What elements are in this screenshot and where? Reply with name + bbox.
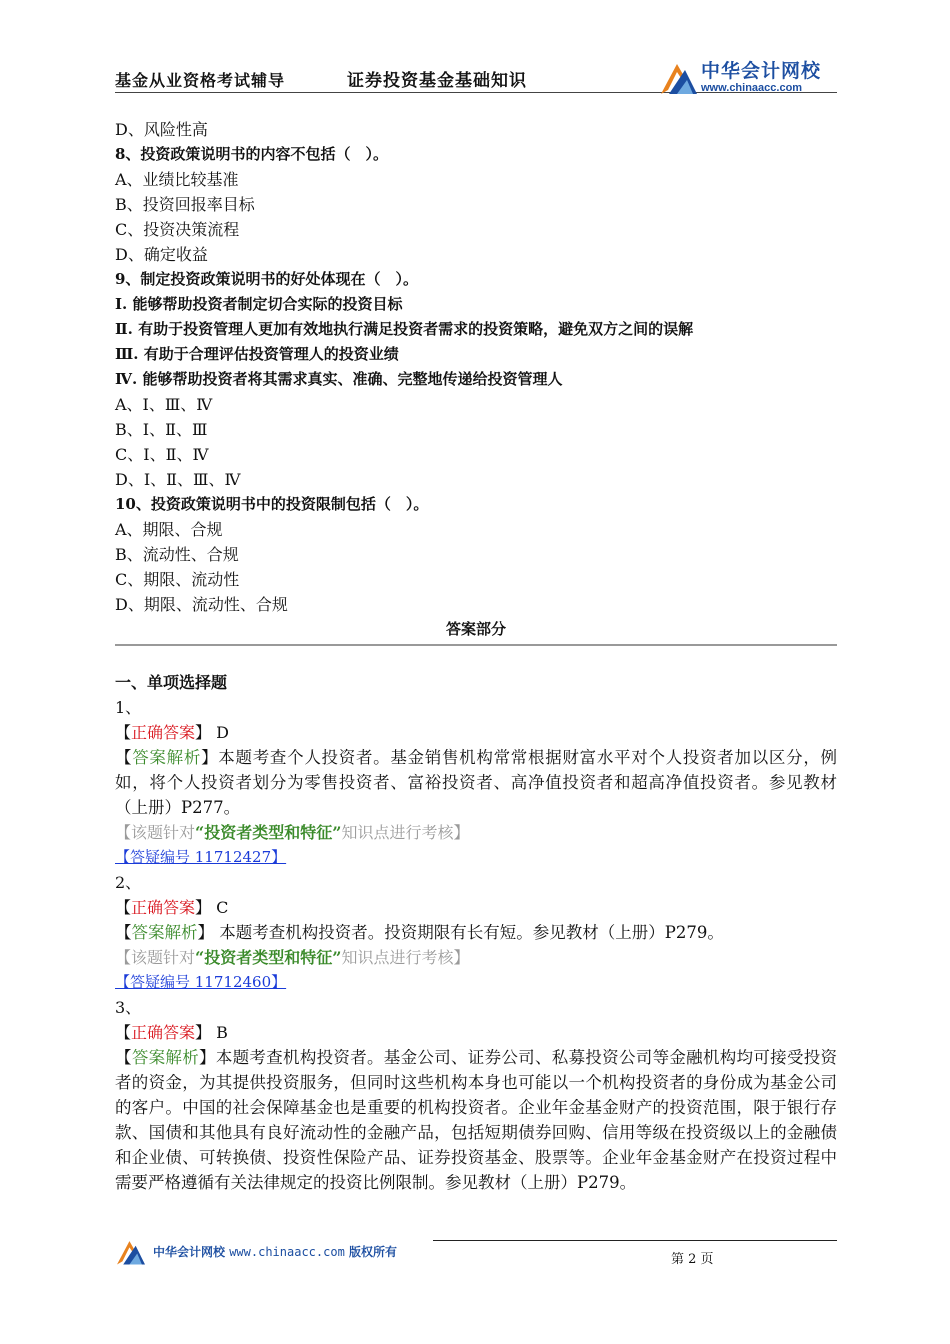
- footer-logo-icon: [115, 1238, 147, 1266]
- qa-id-link[interactable]: 【答疑编号 11712460】: [115, 973, 287, 991]
- answer-option: D、风险性高: [115, 120, 208, 139]
- answer-option: A、Ⅰ、Ⅲ、Ⅳ: [115, 395, 213, 414]
- answer-option: B、流动性、合规: [115, 545, 239, 564]
- answer-block-2: [115, 870, 837, 995]
- bracket: 【: [115, 1048, 132, 1067]
- quote: “: [195, 823, 205, 842]
- exam-guide-title: 基金从业资格考试辅导: [115, 71, 286, 90]
- question-stem-line: Ⅳ. 能够帮助投资者将其需求真实、准确、完整地传递给投资管理人: [115, 370, 563, 388]
- bracket: 】: [197, 923, 214, 942]
- analysis-paragraph: [115, 1045, 837, 1195]
- question-list: [115, 117, 837, 617]
- bracket: 【: [115, 923, 132, 942]
- quote: “: [195, 948, 205, 967]
- correct-answer-value: B: [216, 1023, 228, 1042]
- question-stem-line: Ⅱ. 有助于投资管理人更加有效地执行满足投资者需求的投资策略，避免双方之间的误解: [115, 320, 694, 338]
- page-header: [115, 52, 837, 102]
- analysis-paragraph: [115, 920, 837, 945]
- bracket: 】: [195, 898, 212, 917]
- note-suffix: 知识点进行考核】: [341, 823, 470, 842]
- footer-brand-line: [153, 1243, 397, 1260]
- answer-option: C、期限、流动性: [115, 570, 240, 589]
- answer-number: 1、: [115, 698, 142, 717]
- knowledge-point: 投资者类型和特征: [204, 948, 333, 967]
- bracket: 】: [195, 1023, 212, 1042]
- qa-id-link[interactable]: 【答疑编号 11712427】: [115, 848, 287, 866]
- knowledge-point-note: [115, 945, 837, 970]
- correct-answer-label: 正确答案: [131, 1023, 196, 1042]
- answer-option: A、期限、合规: [115, 520, 223, 539]
- logo-name: 中华会计网校: [701, 60, 822, 82]
- answer-block-3: [115, 995, 837, 1195]
- analysis-label: 答案解析: [131, 923, 198, 942]
- question-stem-line: 8、投资政策说明书的内容不包括（ ）。: [115, 145, 388, 163]
- question-stem-line: 10、投资政策说明书中的投资限制包括（ ）。: [115, 495, 429, 513]
- note-prefix: 【该题针对: [115, 823, 196, 842]
- question-stem-line: Ⅰ. 能够帮助投资者制定切合实际的投资目标: [115, 295, 403, 313]
- answer-option: A、业绩比较基准: [115, 170, 239, 189]
- correct-answer-value: C: [216, 898, 229, 917]
- correct-answer-value: D: [216, 723, 229, 742]
- page-number: 第 2 页: [671, 1252, 714, 1267]
- bracket: 】: [201, 748, 219, 767]
- page-content: [115, 117, 837, 1195]
- analysis-text: 本题考查机构投资者。投资期限有长有短。参见教材（上册）P279。: [219, 923, 724, 942]
- answer-option: D、期限、流动性、合规: [115, 595, 288, 614]
- bracket: 】: [199, 1048, 216, 1067]
- answer-number: 3、: [115, 998, 142, 1017]
- bracket: 【: [115, 723, 132, 742]
- answer-option: C、Ⅰ、Ⅱ、Ⅳ: [115, 445, 209, 464]
- section-divider: [115, 644, 837, 656]
- quote: ”: [332, 823, 342, 842]
- bracket: 【: [115, 748, 133, 767]
- subject-title: 证券投资基金基础知识: [347, 71, 527, 91]
- chinaacc-logo[interactable]: [659, 54, 837, 100]
- correct-answer-label: 正确答案: [131, 723, 196, 742]
- answer-option: D、Ⅰ、Ⅱ、Ⅲ、Ⅳ: [115, 470, 241, 489]
- footer-rule: [433, 1240, 837, 1241]
- answer-number: 2、: [115, 873, 142, 892]
- correct-answer-line: [115, 720, 837, 745]
- bracket: 【: [115, 898, 132, 917]
- correct-answer-line: [115, 1020, 837, 1045]
- logo-url: www.chinaacc.com: [701, 82, 803, 94]
- answer-option: B、Ⅰ、Ⅱ、Ⅲ: [115, 420, 208, 439]
- footer-rights: 版权所有: [348, 1245, 397, 1259]
- answer-option: B、投资回报率目标: [115, 195, 255, 214]
- section-heading: 一、单项选择题: [115, 673, 228, 692]
- correct-answer-line: [115, 895, 837, 920]
- note-suffix: 知识点进行考核】: [341, 948, 470, 967]
- question-stem-line: Ⅲ. 有助于合理评估投资管理人的投资业绩: [115, 345, 399, 363]
- analysis-label: 答案解析: [131, 1048, 200, 1067]
- analysis-label: 答案解析: [132, 748, 202, 767]
- correct-answer-label: 正确答案: [131, 898, 196, 917]
- analysis-paragraph: [115, 745, 837, 820]
- bracket: 【: [115, 1023, 132, 1042]
- footer-url[interactable]: www.chinaacc.com: [229, 1245, 345, 1259]
- page-footer: [115, 1232, 837, 1272]
- answer-option: C、投资决策流程: [115, 220, 240, 239]
- answer-option: D、确定收益: [115, 245, 208, 264]
- answers-section-title: 答案部分: [445, 620, 506, 638]
- note-prefix: 【该题针对: [115, 948, 196, 967]
- bracket: 】: [195, 723, 212, 742]
- knowledge-point-note: [115, 820, 837, 845]
- analysis-text: 本题考查个人投资者。基金销售机构常常根据财富水平对个人投资者加以区分，例如，将个人投资者划分为零售投资者、富裕投资者、高净值投资者和超高净值投资者。参见教材（上册）P277。: [115, 748, 838, 817]
- logo-mountain-icon: [659, 60, 699, 96]
- knowledge-point: 投资者类型和特征: [204, 823, 333, 842]
- question-stem-line: 9、制定投资政策说明书的好处体现在（ ）。: [115, 270, 418, 288]
- answer-block-1: [115, 695, 837, 870]
- footer-brand: 中华会计网校: [153, 1245, 226, 1259]
- analysis-text: 本题考查机构投资者。基金公司、证券公司、私募投资公司等金融机构均可接受投资者的资金，为其提供投资服务，但同时这些机构本身也可能以一个机构投资者的身份成为基金公司的客户。中国的社会保障基金也是重要的机构投资者。企业年金基金财产的投资范围，限于银行存款、国债和其他具有良好流动性的金融产品，包括短期债券回购、信用等级在投资级以上的金融债和企业债、可转换债、投资性保险产品、证券投资基金、股票等。企业年金基金财产在投资过程中需要严格遵循有关法律规定的投资比例限制。参见教材（上册）P279。: [115, 1048, 838, 1192]
- quote: ”: [332, 948, 342, 967]
